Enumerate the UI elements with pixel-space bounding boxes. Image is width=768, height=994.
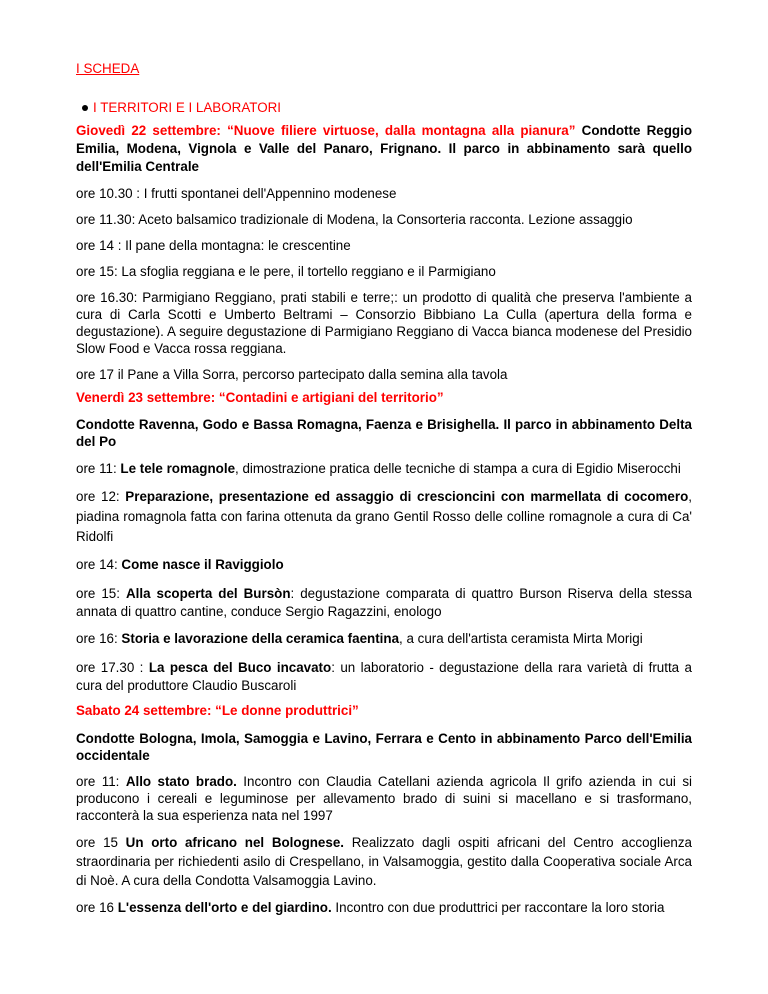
day-subtitle: Condotte Bologna, Imola, Samoggia e Lavino, Ferrara e Cento in abbinamento Parco dell'Emilia occidentale bbox=[76, 731, 692, 763]
item-title: Allo stato brado. bbox=[125, 774, 237, 789]
schedule-item: ore 10.30 : I frutti spontanei dell'Appennino modenese bbox=[76, 186, 397, 201]
item-title: Come nasce il Raviggiolo bbox=[121, 557, 284, 572]
schedule-item: ore 11: Allo stato brado. Incontro con Claudia Catellani azienda agricola Il grifo azienda in cui si producono i cereali e leguminose per allevamento brado di suini si macellano e si trasformano, racconterà la sua esperienza nata nel 1997 bbox=[76, 774, 692, 823]
section-heading: I SCHEDA bbox=[76, 61, 140, 76]
schedule-item: ore 15: Alla scoperta del Bursòn: degustazione comparata di quattro Burson Riserva della stessa annata di quattro cantine, conduce Sergio Ragazzini, enologo bbox=[76, 586, 692, 619]
schedule-item: ore 15 Un orto africano nel Bolognese. Realizzato dagli ospiti africani del Centro accoglienza straordinaria per richiedenti asilo di Crespellano, in Valsamoggia, gestito dalla Cooperativa sociale Arca di Noè. A cura della Condotta Valsamoggia Lavino. bbox=[76, 835, 692, 888]
day-subtitle: Condotte Ravenna, Godo e Bassa Romagna, Faenza e Brisighella. Il parco in abbinamento Delta del Po bbox=[76, 417, 692, 449]
day-subtitle: Condotte Reggio Emilia, Modena, Vignola e Valle del Panaro, Frignano. Il parco in abbinamento sarà quello dell'Emilia Centrale bbox=[76, 123, 692, 174]
schedule-item: ore 15: La sfoglia reggiana e le pere, il tortello reggiano e il Parmigiano bbox=[76, 264, 496, 279]
schedule-item: ore 16 L'essenza dell'orto e del giardino. Incontro con due produttrici per raccontare la loro storia bbox=[76, 900, 665, 915]
item-title: La pesca del Buco incavato bbox=[148, 660, 332, 675]
item-title: Storia e lavorazione della ceramica faentina bbox=[121, 631, 400, 646]
schedule-item: ore 11.30: Aceto balsamico tradizionale di Modena, la Consorteria racconta. Lezione assaggio bbox=[76, 212, 633, 227]
item-title: Preparazione, presentazione ed assaggio di crescioncini con marmellata di cocomero bbox=[125, 489, 689, 504]
schedule-item: ore 17.30 : La pesca del Buco incavato: un laboratorio - degustazione della rara varietà di frutta a cura del produttore Claudio Buscaroli bbox=[76, 660, 692, 693]
schedule-item: ore 14 : Il pane della montagna: le crescentine bbox=[76, 238, 351, 253]
item-title: L'essenza dell'orto e del giardino. bbox=[117, 900, 332, 915]
schedule-item: ore 17 il Pane a Villa Sorra, percorso partecipato dalla semina alla tavola bbox=[76, 367, 508, 382]
bullet-dot-icon bbox=[82, 105, 88, 111]
item-title: Un orto africano nel Bolognese. bbox=[125, 835, 344, 850]
item-title: Le tele romagnole bbox=[120, 461, 236, 476]
day-title: Giovedì 22 settembre: “Nuove filiere virtuose, dalla montagna alla pianura” bbox=[76, 123, 576, 138]
item-title: Alla scoperta del Bursòn bbox=[125, 586, 291, 601]
schedule-item: ore 11: Le tele romagnole, dimostrazione pratica delle tecniche di stampa a cura di Egidio Miserocchi bbox=[76, 461, 681, 476]
schedule-item: ore 12: Preparazione, presentazione ed assaggio di crescioncini con marmellata di cocomero, piadina romagnola fatta con farina ottenuta da grano Gentil Rosso delle colline romagnole a cura di Ca' Ridolfi bbox=[76, 489, 692, 544]
document-page bbox=[76, 60, 692, 925]
bullet-item bbox=[82, 99, 692, 116]
day-title-sabato: Sabato 24 settembre: “Le donne produttrici” bbox=[76, 703, 359, 718]
day-subtitle-sabato bbox=[76, 730, 692, 764]
day-header-giovedi bbox=[76, 122, 692, 176]
schedule-item: ore 16: Storia e lavorazione della ceramica faentina, a cura dell'artista ceramista Mirta Morigi bbox=[76, 631, 643, 646]
schedule-item: ore 16.30: Parmigiano Reggiano, prati stabili e terre;: un prodotto di qualità che preserva l'ambiente a cura di Carla Scotti e Umberto Beltrami – Consorzio Bibbiano La Culla (apertura della forma e degustazione). A seguire degustazione di Parmigiano Reggiano di Vacca bianca modenese del Presidio Slow Food e Vacca rossa reggiana. bbox=[76, 290, 692, 356]
day-title-venerdi: Venerdì 23 settembre: “Contadini e artigiani del territorio” bbox=[76, 390, 444, 405]
day-subtitle-venerdi bbox=[76, 416, 692, 450]
bullet-text: I TERRITORI E I LABORATORI bbox=[93, 100, 282, 115]
schedule-item: ore 14: Come nasce il Raviggiolo bbox=[76, 557, 284, 572]
